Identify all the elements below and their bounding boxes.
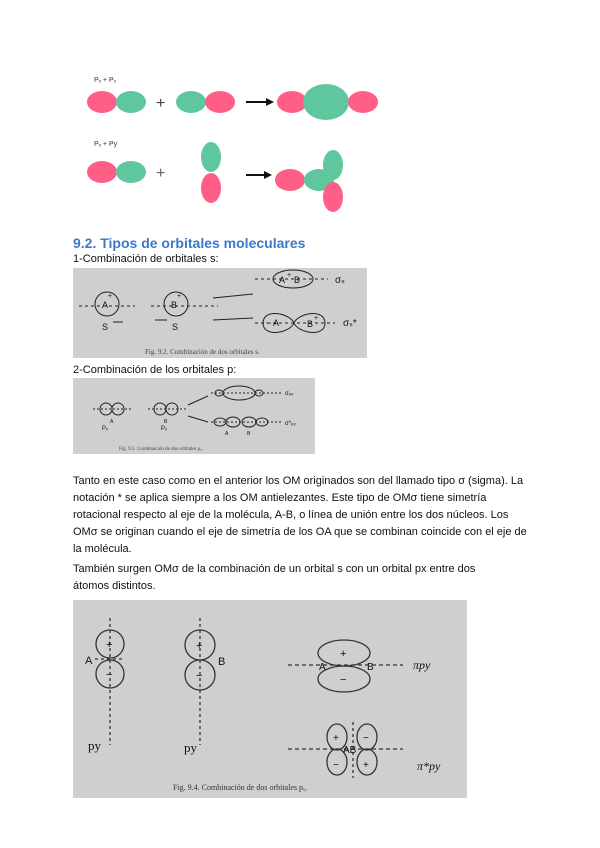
ab-b-label: B: [294, 275, 301, 285]
antibonding-arrow: [188, 416, 208, 422]
a-label: A: [273, 318, 280, 328]
green-lobe: [116, 91, 146, 113]
quad-plus: +: [363, 760, 369, 771]
plus-sign: +: [156, 95, 166, 112]
sigma-px-label: σₚₓ: [285, 391, 294, 397]
pink-lobe: [348, 91, 378, 113]
plus-sign: +: [156, 165, 166, 182]
antibonding-arrow: [213, 318, 253, 320]
sigma-star-label: σₛ*: [343, 318, 357, 329]
minus-sign: −: [340, 674, 347, 686]
quad-minus: −: [333, 760, 339, 771]
figure-py-orbitals: [73, 600, 467, 798]
py-label: py: [88, 738, 101, 753]
plus-sign: +: [287, 272, 292, 279]
s-label: S: [102, 322, 109, 332]
a-label: A: [110, 419, 114, 425]
label-px-px: Pₓ + Pₓ: [94, 77, 116, 84]
green-lobe: [201, 142, 221, 172]
ab-label: AB: [343, 745, 357, 756]
b-label: B: [247, 431, 251, 437]
py-label: py: [184, 740, 197, 755]
figure-caption: Fig. 9.3. Combinación de dos orbitales pₓ.: [119, 447, 203, 452]
figure-py-svg: [73, 600, 467, 798]
label-px-py: Pₓ + Py: [94, 141, 118, 148]
minus-sign: −: [266, 318, 272, 328]
plus-sign: +: [177, 293, 182, 300]
figure-s-svg: [73, 268, 367, 358]
pink-lobe: [205, 91, 235, 113]
sigma-star-px-label: σ*ₚₓ: [285, 421, 296, 427]
figure-caption: Fig. 9.2. Combinación de dos orbitales s.: [145, 348, 260, 356]
green-lobe: [303, 84, 349, 120]
plus-sign: +: [106, 639, 113, 651]
px-label: Pₓ: [161, 426, 167, 432]
green-lobe: [176, 91, 206, 113]
figure-caption: Fig. 9.4. Combinación de dos orbitales pᵧ.: [173, 783, 308, 792]
quad-minus: −: [363, 733, 369, 744]
lobe: [256, 418, 268, 426]
orbital-combination-diagram: [80, 70, 390, 220]
pink-lobe: [323, 182, 343, 212]
figure-p-svg: [73, 378, 315, 454]
green-lobe: [323, 150, 343, 180]
item-p-orbitals: 2-Combinación de los orbitales p:: [73, 364, 237, 376]
plus-sign: +: [108, 293, 113, 300]
b-label: B: [164, 419, 168, 425]
paragraph-s-px: También surgen OMσ de la combinación de un orbital s con un orbital px entre dos átomos distintos.: [73, 563, 476, 592]
figure-s-orbitals: [73, 268, 367, 358]
plus-sign: +: [196, 640, 203, 652]
pi-star-py-label: π*py: [417, 759, 441, 773]
figure-p-orbitals: [73, 378, 315, 454]
b-label: B: [307, 319, 314, 329]
sigma-label: σₛ: [335, 275, 345, 286]
ab-a-label: A: [279, 275, 286, 285]
item-s-orbitals: 1-Combinación de orbitales s:: [73, 253, 219, 265]
pink-lobe: [275, 169, 305, 191]
bonding-arrow: [188, 396, 208, 405]
pink-lobe: [87, 161, 117, 183]
px-label: Pₓ: [102, 426, 108, 432]
atom-b-label: B: [171, 300, 178, 310]
pink-lobe: [201, 173, 221, 203]
green-lobe: [116, 161, 146, 183]
arrow-head-icon: [266, 98, 274, 106]
minus-sign: −: [196, 670, 203, 682]
plus-sign: +: [340, 648, 347, 660]
minus-sign: −: [106, 669, 113, 681]
arrow-head-icon: [264, 171, 272, 179]
s-label: S: [172, 322, 179, 332]
section-title: 9.2. Tipos de orbitales moleculares: [73, 235, 306, 251]
a-label: A: [85, 655, 93, 667]
a-label: A: [319, 662, 326, 673]
pi-py-label: πpy: [413, 658, 431, 672]
bonding-arrow: [213, 294, 253, 298]
atom-a-label: A: [102, 300, 109, 310]
pink-lobe: [87, 91, 117, 113]
b-label: B: [367, 662, 374, 673]
a-label: A: [225, 431, 229, 437]
plus-sign: +: [314, 315, 319, 322]
paragraph-sigma-description: Tanto en este caso como en el anterior los OM originados son del llamado tipo σ (sigma). La notación * se aplica siempre a los OM antielezantes. Este tipo de OMσ tiene simetría rotacional respecto al eje de la molécula, A-B, o línea de unión entre los dos núcleos. Los OMσ se originan cuando el eje de simetría de los OA que se combinan coincide con el eje de la molécula.: [73, 475, 527, 555]
b-label: B: [218, 656, 226, 668]
quad-plus: +: [333, 733, 339, 744]
pink-lobe: [277, 91, 307, 113]
